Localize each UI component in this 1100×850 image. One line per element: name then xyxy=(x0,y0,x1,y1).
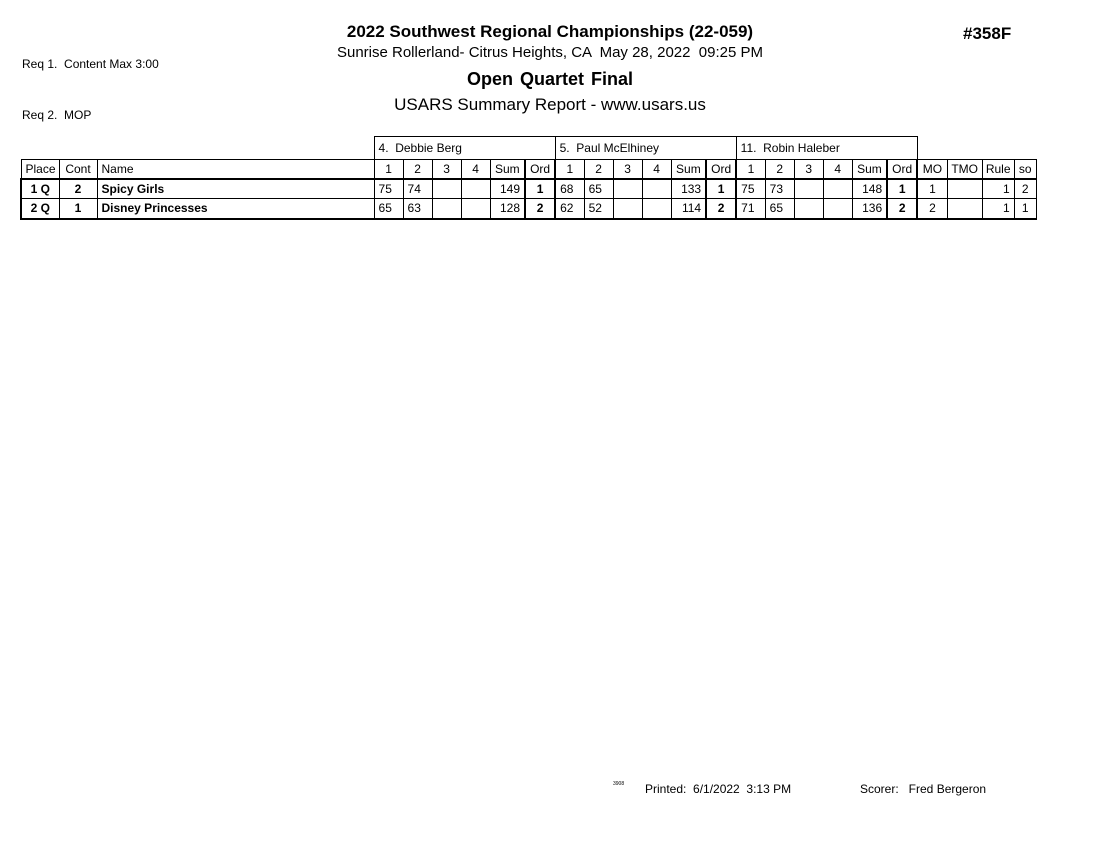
cell-j2-ord: 2 xyxy=(706,199,736,219)
judge-header-row xyxy=(21,137,1036,160)
col-header-rule: Rule xyxy=(982,160,1014,179)
cell-so: 1 xyxy=(1014,199,1036,219)
cell-j2-s4 xyxy=(642,199,671,219)
column-header-row xyxy=(21,160,1036,179)
cell-j2-s3 xyxy=(613,199,642,219)
col-header-j1-ord: Ord xyxy=(525,160,555,179)
cell-j1-s3 xyxy=(432,199,461,219)
col-header-name: Name xyxy=(97,160,374,179)
cell-so: 2 xyxy=(1014,179,1036,199)
judge-2-name: 5. Paul McElhiney xyxy=(555,137,736,160)
cell-j3-s1: 75 xyxy=(736,179,765,199)
report-title: USARS Summary Report - www.usars.us xyxy=(394,95,706,114)
cell-j2-ord: 1 xyxy=(706,179,736,199)
col-header-j3-ord: Ord xyxy=(887,160,917,179)
cell-j1-s2: 63 xyxy=(403,199,432,219)
cell-j2-sum: 114 xyxy=(671,199,706,219)
cell-j1-sum: 149 xyxy=(490,179,525,199)
cell-j3-s1: 71 xyxy=(736,199,765,219)
cell-rule: 1 xyxy=(982,199,1014,219)
championship-title: 2022 Southwest Regional Championships (22-059) xyxy=(346,22,754,41)
cell-j1-s1: 65 xyxy=(374,199,403,219)
cell-j3-s2: 65 xyxy=(765,199,794,219)
col-header-j1-2: 2 xyxy=(403,160,432,179)
col-header-tmo: TMO xyxy=(947,160,982,179)
cell-j3-sum: 136 xyxy=(852,199,887,219)
cell-j1-s1: 75 xyxy=(374,179,403,199)
cell-rule: 1 xyxy=(982,179,1014,199)
req-line-1: Req 1. Content Max 3:00 xyxy=(22,57,159,71)
cell-j3-ord: 1 xyxy=(887,179,917,199)
cell-tmo xyxy=(947,179,982,199)
col-header-j3-4: 4 xyxy=(823,160,852,179)
event-number: #358F xyxy=(963,24,1012,43)
col-header-mo: MO xyxy=(917,160,947,179)
judge-row-spacer-right xyxy=(917,137,1036,160)
judge-1-name: 4. Debbie Berg xyxy=(374,137,555,160)
scorer-name: Scorer: Fred Bergeron xyxy=(860,782,987,796)
cell-j3-s3 xyxy=(794,179,823,199)
cell-j3-sum: 148 xyxy=(852,179,887,199)
col-header-place: Place xyxy=(21,160,59,179)
cell-mo: 1 xyxy=(917,179,947,199)
cell-j2-s4 xyxy=(642,179,671,199)
cell-j2-s1: 68 xyxy=(555,179,584,199)
cell-j2-s2: 52 xyxy=(584,199,613,219)
col-header-j1-4: 4 xyxy=(461,160,490,179)
col-header-so: so xyxy=(1014,160,1036,179)
printed-timestamp: Printed: 6/1/2022 3:13 PM xyxy=(645,782,792,796)
cell-j1-s4 xyxy=(461,199,490,219)
cell-j1-s4 xyxy=(461,179,490,199)
col-header-j3-3: 3 xyxy=(794,160,823,179)
col-header-j3-sum: Sum xyxy=(852,160,887,179)
col-header-j3-2: 2 xyxy=(765,160,794,179)
cell-name: Spicy Girls xyxy=(97,179,374,199)
cell-place: 2 Q xyxy=(21,199,59,219)
judge-row-spacer-left xyxy=(21,137,374,160)
version-code: 3908 xyxy=(613,781,625,787)
col-header-j1-sum: Sum xyxy=(490,160,525,179)
cell-place: 1 Q xyxy=(21,179,59,199)
cell-j3-s3 xyxy=(794,199,823,219)
cell-j3-s4 xyxy=(823,179,852,199)
cell-cont: 1 xyxy=(59,199,97,219)
col-header-j2-sum: Sum xyxy=(671,160,706,179)
cell-j1-s2: 74 xyxy=(403,179,432,199)
cell-cont: 2 xyxy=(59,179,97,199)
col-header-j2-3: 3 xyxy=(613,160,642,179)
col-header-j2-1: 1 xyxy=(555,160,584,179)
cell-j2-s2: 65 xyxy=(584,179,613,199)
col-header-j3-1: 1 xyxy=(736,160,765,179)
cell-j1-s3 xyxy=(432,179,461,199)
cell-j3-s4 xyxy=(823,199,852,219)
table-row xyxy=(21,179,1036,199)
col-header-j2-4: 4 xyxy=(642,160,671,179)
col-header-j1-3: 3 xyxy=(432,160,461,179)
table-row xyxy=(21,199,1036,219)
cell-j2-s3 xyxy=(613,179,642,199)
report-header xyxy=(0,21,1100,116)
cell-j3-ord: 2 xyxy=(887,199,917,219)
req-line-2: Req 2. MOP xyxy=(22,108,92,122)
col-header-j2-ord: Ord xyxy=(706,160,736,179)
results-table xyxy=(20,136,1037,220)
col-header-j1-1: 1 xyxy=(374,160,403,179)
cell-j2-sum: 133 xyxy=(671,179,706,199)
cell-j2-s1: 62 xyxy=(555,199,584,219)
col-header-j2-2: 2 xyxy=(584,160,613,179)
venue-datetime: Sunrise Rollerland- Citrus Heights, CA May 28, 2022 09:25 PM xyxy=(336,44,764,61)
cell-mo: 2 xyxy=(917,199,947,219)
event-title: Open Quartet Final xyxy=(466,69,634,89)
cell-tmo xyxy=(947,199,982,219)
cell-name: Disney Princesses xyxy=(97,199,374,219)
cell-j3-s2: 73 xyxy=(765,179,794,199)
col-header-cont: Cont xyxy=(59,160,97,179)
cell-j1-sum: 128 xyxy=(490,199,525,219)
cell-j1-ord: 1 xyxy=(525,179,555,199)
cell-j1-ord: 2 xyxy=(525,199,555,219)
judge-3-name: 11. Robin Haleber xyxy=(736,137,917,160)
